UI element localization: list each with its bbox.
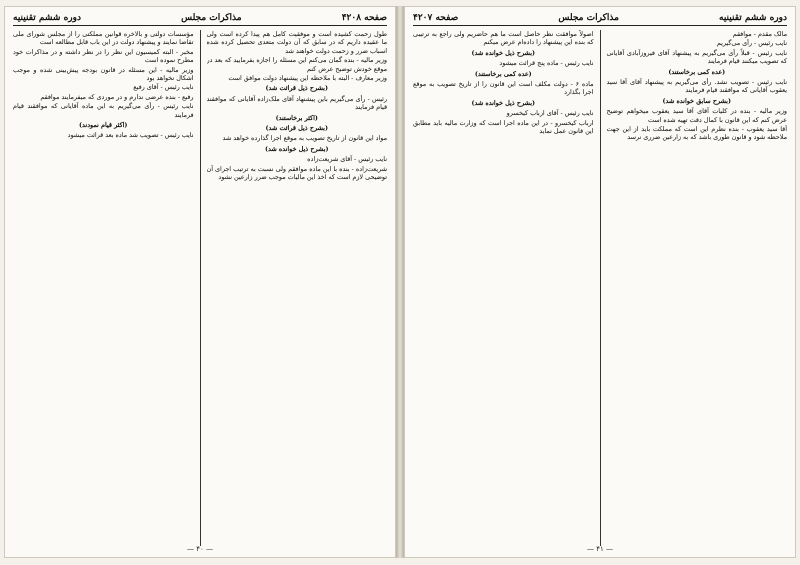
paragraph: وزیر معارف - البته با ملاحظه این پیشنهاد دولت موافق است	[228, 74, 387, 83]
paragraph: اصولاً موافقت نظر حاصل است ما هم حاضریم ولی راجع به ترتیبی که بنده این پیشنهاد را داده‌ام عرض میکنم	[413, 30, 594, 47]
paragraph: مواد این قانون از تاریخ تصویب به موقع اجرا گذارده خواهد شد	[222, 134, 387, 143]
paragraph: رئیس - رأی می‌گیریم باین پیشنهاد آقای ملک‌زاده آقایانی که موافقند قیام فرمایند	[206, 94, 387, 112]
paragraph: نایب رئیس - آقای ارباب کیخسرو	[506, 109, 594, 118]
column-divider	[600, 30, 601, 546]
right-page-columns	[413, 30, 787, 546]
left-page-header	[13, 13, 387, 26]
paragraph: (بشرح ذیل قرائت شد)	[265, 124, 328, 133]
left-page-columns	[13, 30, 387, 546]
paragraph: مؤسسات دولتی و بالاخره قوانین مملکتی را از مجلس شورای ملی تقاضا نمایند و پیشنهاد دولت در این باب قابل مطالعه است	[13, 30, 194, 47]
paragraph: نایب رئیس - رأی می‌گیریم به این ماده آقایانی که موافقند قیام فرمایند	[13, 102, 194, 119]
paragraph: نایب رئیس - ماده پنج قرائت میشود	[499, 59, 594, 68]
paragraph: ارباب کیخسرو - در این ماده اجرا است که وزارت مالیه باید مطابق این قانون عمل نماید	[413, 118, 594, 136]
paragraph: وزیر مالیه - بنده گمان می‌کنم این مسئله را اجازه بفرمایید که بعد در موقع خودش توضیح عرض کنم	[206, 56, 387, 73]
paragraph: وزیر مالیه - این مسئله در قانون بودجه پیش‌بینی شده و موجب اشکال نخواهد بود	[13, 65, 194, 83]
left-page-title: مذاکرات مجلس	[181, 13, 242, 23]
right-page-footer: — ۴۱ —	[587, 545, 613, 553]
paragraph: (بشرح سابق خوانده شد)	[662, 96, 731, 105]
paragraph: وزیر مالیه - بنده در کلیات آقای آقا سید یعقوب میخواهم توضیح عرض کنم که این قانون با کمال دقت تهیه شده است	[606, 107, 787, 124]
paragraph: نایب رئیس - آقای شریعت‌زاده	[307, 155, 387, 164]
left-page-footer: — ۴۰ —	[187, 545, 213, 553]
right-page	[404, 6, 796, 558]
paragraph: مالک مقدم - موافقم	[732, 30, 787, 38]
paragraph: (بشرح ذیل خوانده شد)	[471, 48, 536, 57]
paragraph: (عده کمی برخاستند)	[474, 69, 532, 78]
left-page	[4, 6, 396, 558]
column-divider	[200, 30, 201, 546]
paragraph: (اکثر برخاستند)	[275, 113, 318, 122]
right-page-right-column	[607, 30, 788, 546]
right-page-left-column	[413, 30, 594, 546]
paragraph: (بشرح ذیل قرائت شد)	[265, 84, 328, 93]
paragraph: ماده ۶ - دولت مکلف است این قانون را از تاریخ تصویب به موقع اجرا بگذارد	[413, 80, 594, 97]
paragraph: (بشرح ذیل خوانده شد)	[471, 98, 536, 107]
left-page-session: دوره ششم تقنینیه	[13, 13, 81, 23]
paragraph: شریعت‌زاده - بنده با این ماده موافقم ولی نسبت به ترتیب اجرای آن توضیحی لازم است که اخذ این مالیات موجب ضرر زارعین نشود	[206, 164, 387, 182]
right-page-title: مذاکرات مجلس	[558, 13, 619, 23]
left-page-right-column	[207, 30, 388, 546]
paragraph: رفیع - بنده عرضی ندارم و در موردی که میفرمایند موافقم	[40, 92, 194, 101]
paragraph: نایب رئیس - تصویب نشد. رأی می‌گیریم به پیشنهاد آقای آقا سید یعقوب آقایانی که موافقند قیام فرمایند	[606, 78, 787, 95]
left-page-number: صفحه ۴۲۰۸	[341, 13, 387, 23]
paragraph: طول زحمت کشیده است و موفقیت کامل هم پیدا کرده است ولی ما عقیده داریم که در سابق که آن دولت متعدی تحصیل کرده شده اسباب ضرر و زحمت دولت خواهند شد	[206, 30, 387, 55]
right-page-header	[413, 13, 787, 26]
paragraph: مخبر - البته کمیسیون این نظر را در نظر داشته و در مذاکرات خود مطرح نموده است	[13, 47, 194, 65]
paragraph: نایب رئیس - قبلاً رأی می‌گیریم به پیشنهاد آقای فیروزآبادی آقایانی که تصویب میکنند قیام فرمایند	[606, 48, 787, 66]
right-page-session: دوره ششم تقنینیه	[719, 13, 787, 23]
paragraph: (اکثر قیام نمودند)	[79, 121, 128, 130]
right-page-number: صفحه ۴۲۰۷	[413, 13, 459, 23]
paragraph: نایب رئیس - رأی می‌گیریم	[716, 39, 787, 48]
paragraph: (بشرح ذیل خوانده شد)	[264, 144, 329, 153]
paragraph: نایب رئیس - تصویب شد ماده بعد قرائت میشود	[67, 131, 194, 140]
paragraph: (عده کمی برخاستند)	[668, 67, 726, 76]
book-gutter	[396, 6, 404, 558]
paragraph: نایب رئیس - آقای رفیع	[133, 83, 194, 92]
paragraph: آقا سید یعقوب - بنده نظرم این است که مملکت باید از این جهت ملاحظه شود و قانون طوری باشد که به زارعین ضرری نرسد	[606, 125, 787, 142]
left-page-left-column	[13, 30, 194, 546]
